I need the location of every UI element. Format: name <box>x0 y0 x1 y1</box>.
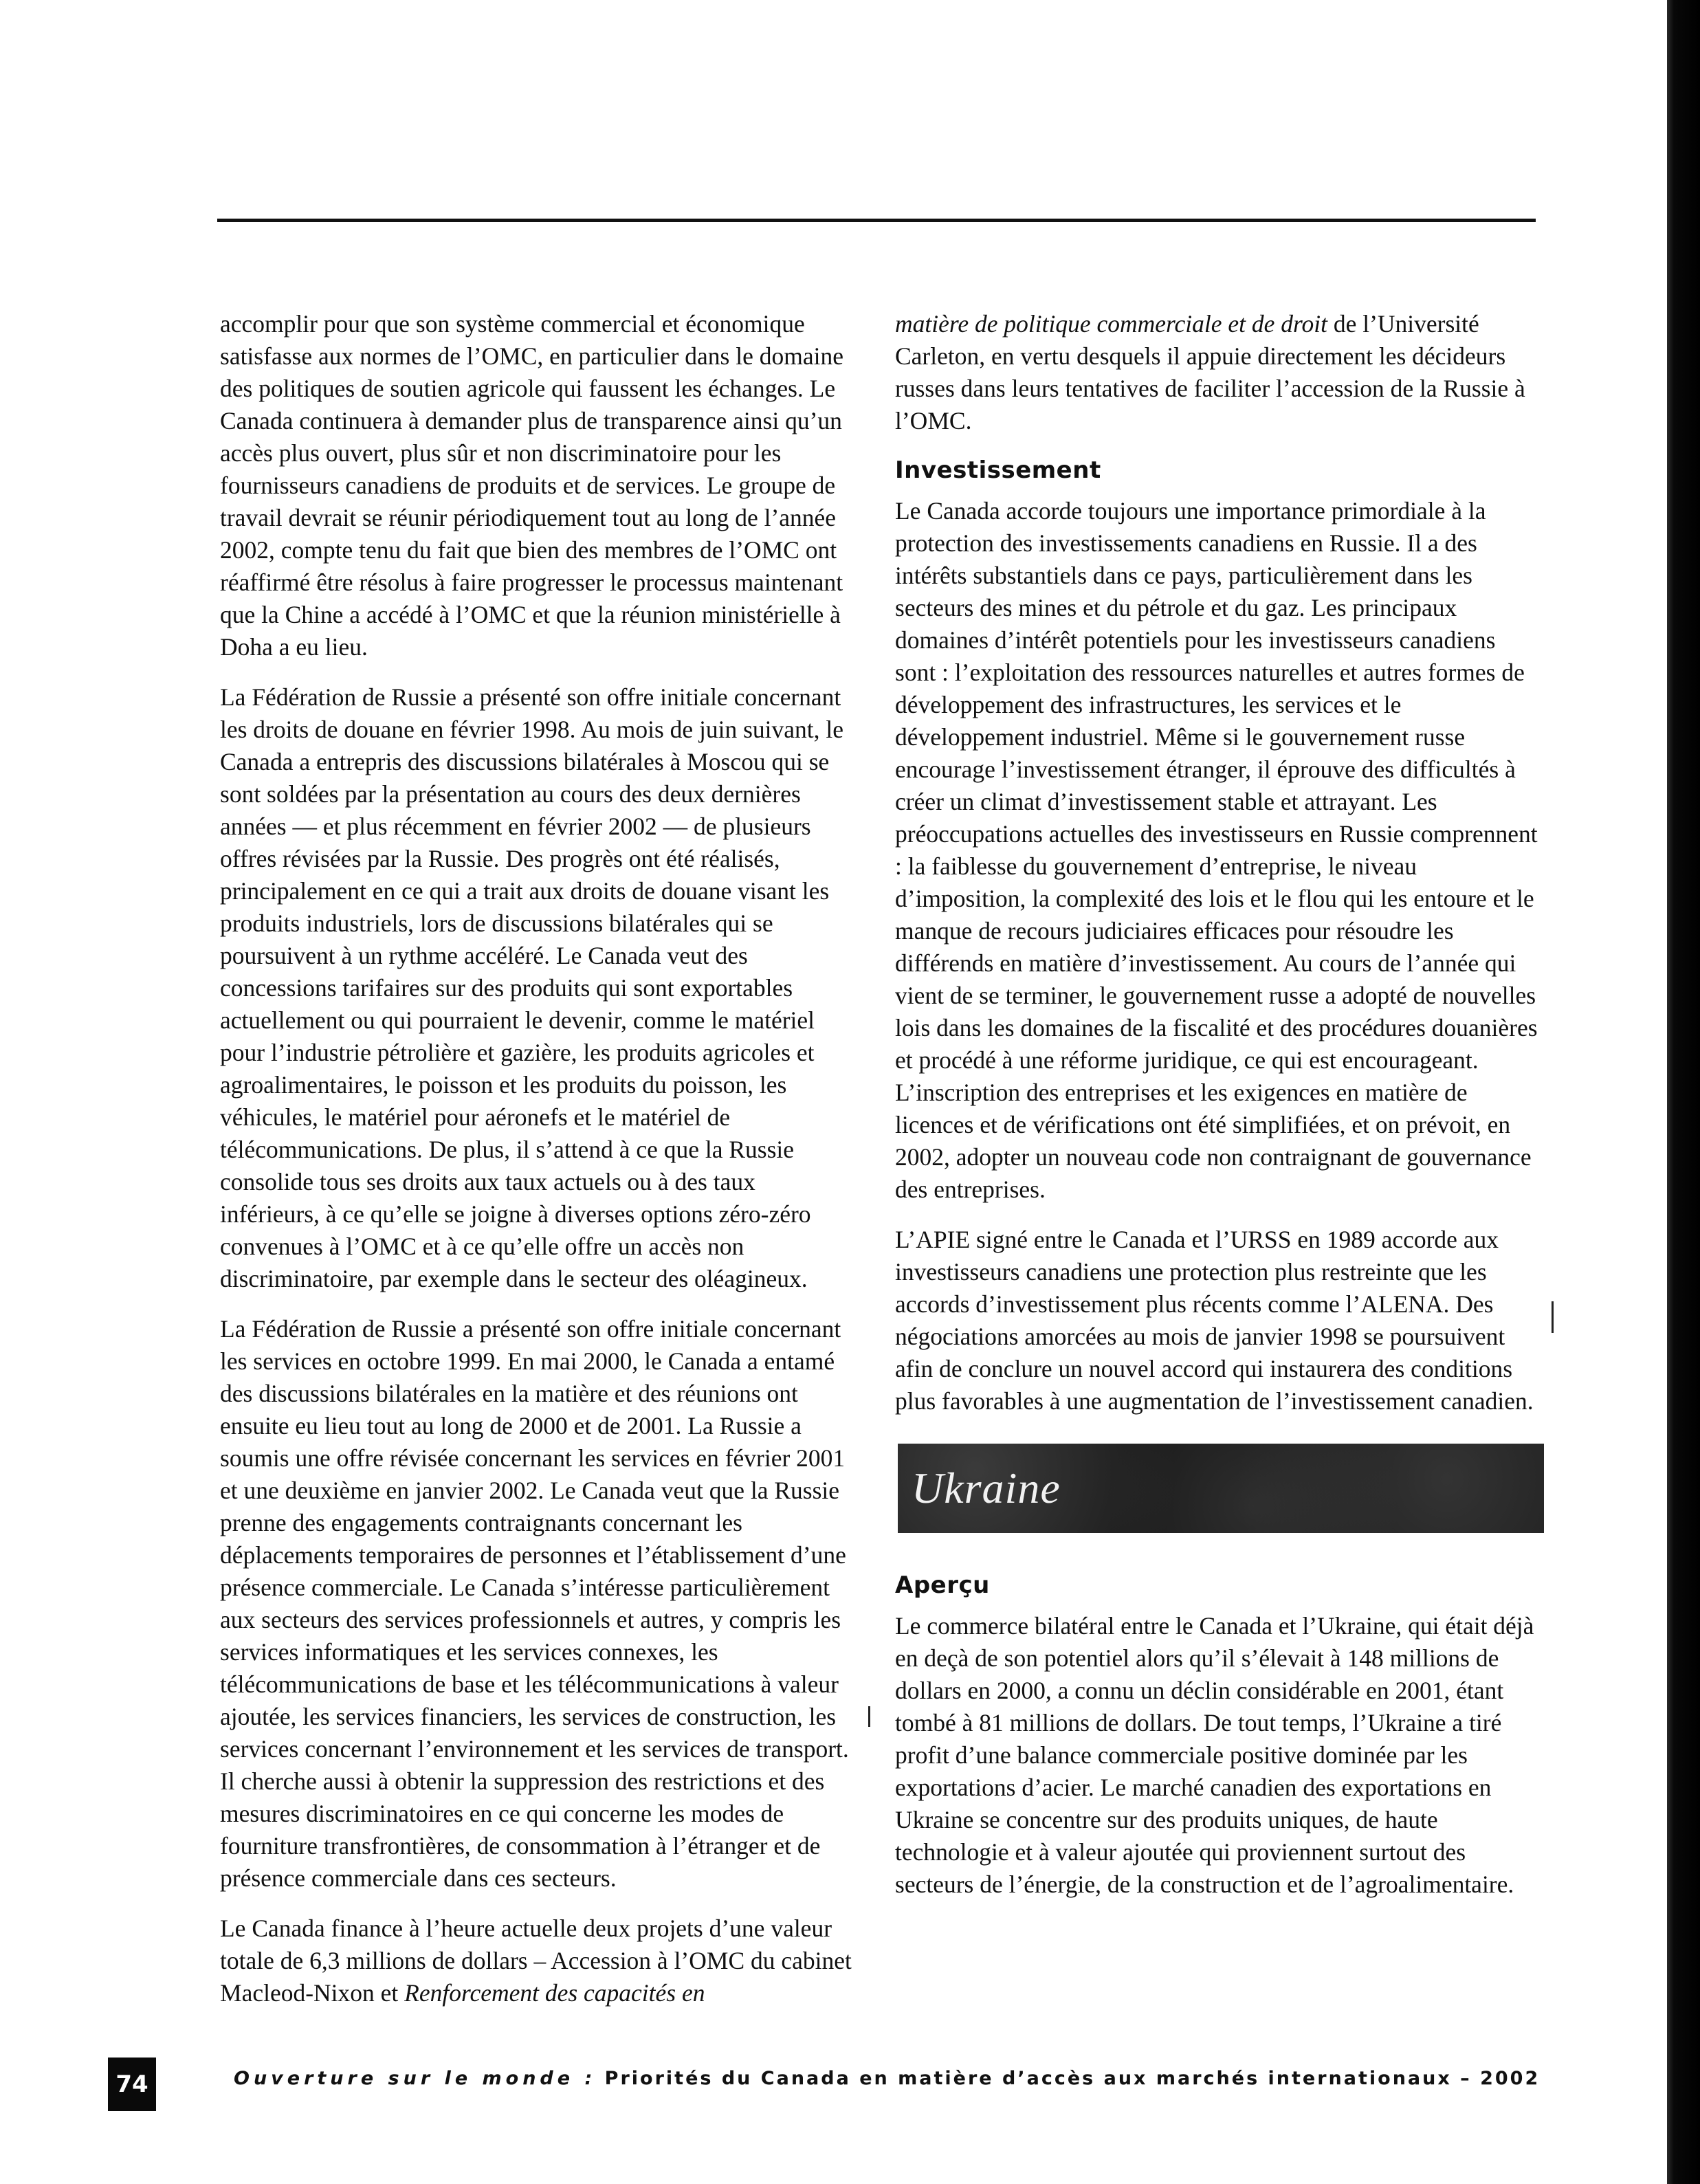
paragraph <box>220 1912 855 2009</box>
scan-edge <box>1667 0 1700 2184</box>
page-number: 74 <box>108 2058 156 2111</box>
paragraph-text: Le Canada finance à l’heure actuelle deux projets d’une valeur totale de 6,3 millions de dollars – Accession à l’OMC du cabinet Macleod-Nixon et <box>220 1915 852 2007</box>
banner-title: Ukraine <box>912 1464 1061 1512</box>
overview-heading: Aperçu <box>895 1571 990 1599</box>
investment-heading: Investissement <box>895 456 1101 484</box>
project-title-italic: Renforcement des capacités en <box>404 1979 705 2007</box>
paragraph <box>895 308 1540 437</box>
page-footer <box>234 2068 1540 2089</box>
change-bar <box>1552 1301 1554 1333</box>
paragraph: Le commerce bilatéral entre le Canada et l’Ukraine, qui était déjà en deçà de son potentiel alors qu’il s’élevait à 148 millions de dollars en 2000, a connu un déclin considérable en 2001, étant tombé à 81 millions de dollars. De tout temps, l’Ukraine a tiré profit d’une balance commerciale positive dominée par les exportations d’acier. Le marché canadien des exportations en Ukraine se concentre sur des produits uniques, de haute technologie et à valeur ajoutée qui proviennent surtout des secteurs de l’énergie, de la construction et de l’agroalimentaire. <box>895 1612 1534 1898</box>
footer-title-italic: Ouverture sur le monde : <box>234 2068 597 2089</box>
paragraph-text: de l’Université Carleton, en vertu desquels il appuie directement les décideurs russes dans leurs tentatives de faciliter l’accession de la Russie à l’OMC. <box>895 310 1525 434</box>
paragraph: L’APIE signé entre le Canada et l’URSS en 1989 accorde aux investisseurs canadiens une protection plus restreinte que les accords d’investissement plus récents comme l’ALENA. Des négociations amorcées au mois de janvier 1998 se poursuivent afin de conclure un nouvel accord qui instaurera des conditions plus favorables à une augmentation de l’investissement canadien. <box>895 1226 1534 1415</box>
paragraph: La Fédération de Russie a présenté son offre initiale concernant les services en octobre 1999. En mai 2000, le Canada a entamé des discussions bilatérales en la matière et des réunions ont ensuite eu lieu tout au long de 2000 et de 2001. La Russie a soumis une offre révisée concernant les services en février 2001 et une deuxième en janvier 2002. Le Canada veut que la Russie prenne des engagements contraignants concernant les déplacements temporaires de personnes et l’établissement d’une présence commerciale. Le Canada s’intéresse particulièrement aux secteurs des services professionnels et autres, y compris les services informatiques et les services connexes, les télécommunications de base et les télécommunications à valeur ajoutée, les services financiers, les services de construction, les services concernant l’environnement et les services de transport. Il cherche aussi à obtenir la suppression des restrictions et des mesures discriminatoires en ce qui concerne les modes de fourniture transfrontières, de consommation à l’étranger et de présence commerciale dans ces secteurs. <box>220 1315 849 1892</box>
ukraine-section-banner <box>898 1444 1544 1533</box>
left-column <box>220 308 855 2027</box>
right-column <box>895 308 1540 1919</box>
change-bar <box>868 1706 870 1727</box>
paragraph: La Fédération de Russie a présenté son offre initiale concernant les droits de douane en février 1998. Au mois de juin suivant, le Canada a entrepris des discussions bilatérales à Moscou qui se sont soldées par la présentation au cours des deux dernières années — et plus récemment en février 2002 — de plusieurs offres révisées par la Russie. Des progrès ont été réalisés, principalement en ce qui a trait aux droits de douane visant les produits industriels, lors de discussions bilatérales qui se poursuivent à un rythme accéléré. Le Canada veut des concessions tarifaires sur des produits qui sont exportables actuellement ou qui pourraient le devenir, comme le matériel pour l’industrie pétrolière et gazière, les produits agricoles et agroalimentaires, le poisson et les produits du poisson, les véhicules, le matériel pour aéronefs et le matériel de télécommunications. De plus, il s’attend à ce que la Russie consolide tous ses droits aux taux actuels ou à des taux inférieurs, à ce qu’elle se joigne à diverses options zéro-zéro convenues à l’OMC et à ce qu’elle offre un accès non discriminatoire, par exemple dans le secteur des oléagineux. <box>220 683 844 1292</box>
paragraph: Le Canada accorde toujours une importance primordiale à la protection des investissements canadiens en Russie. Il a des intérêts substantiels dans ce pays, particulièrement dans les secteurs des mines et du pétrole et du gaz. Les principaux domaines d’intérêt potentiels pour les investisseurs canadiens sont : l’exploitation des ressources naturelles et autres formes de développement des infrastructures, les services et le développement industriel. Même si le gouvernement russe encourage l’investissement étranger, il éprouve des difficultés à créer un climat d’investissement stable et attrayant. Les préoccupations actuelles des investisseurs en Russie comprennent : la faiblesse du gouvernement d’entreprise, le niveau d’imposition, la complexité des lois et le flou qui les entoure et le manque de recours judiciaires efficaces pour résoudre les différends en matière d’investissement. Au cours de l’année qui vient de se terminer, le gouvernement russe a adopté de nouvelles lois dans les domaines de la fiscalité et des procédures douanières et procédé à une réforme juridique, ce qui est encourageant. L’inscription des entreprises et les exigences en matière de licences et de vérifications ont été simplifiées, et on prévoit, en 2002, adopter un nouveau code non contraignant de gouvernance des entreprises. <box>895 497 1538 1203</box>
footer-title: Priorités du Canada en matière d’accès aux marchés internationaux – 2002 <box>596 2068 1541 2089</box>
header-rule <box>217 219 1536 222</box>
project-title-italic: matière de politique commerciale et de droit <box>895 310 1327 338</box>
paragraph: accomplir pour que son système commercial et économique satisfasse aux normes de l’OMC, en particulier dans le domaine des politiques de soutien agricole qui faussent les échanges. Le Canada continuera à demander plus de transparence ainsi qu’un accès plus ouvert, plus sûr et non discriminatoire pour les fournisseurs canadiens de produits et de services. Le groupe de travail devrait se réunir périodiquement tout au long de l’année 2002, compte tenu du fait que bien des membres de l’OMC ont réaffirmé être résolus à faire progresser le processus maintenant que la Chine a accédé à l’OMC et que la réunion ministérielle à Doha a eu lieu. <box>220 310 843 661</box>
